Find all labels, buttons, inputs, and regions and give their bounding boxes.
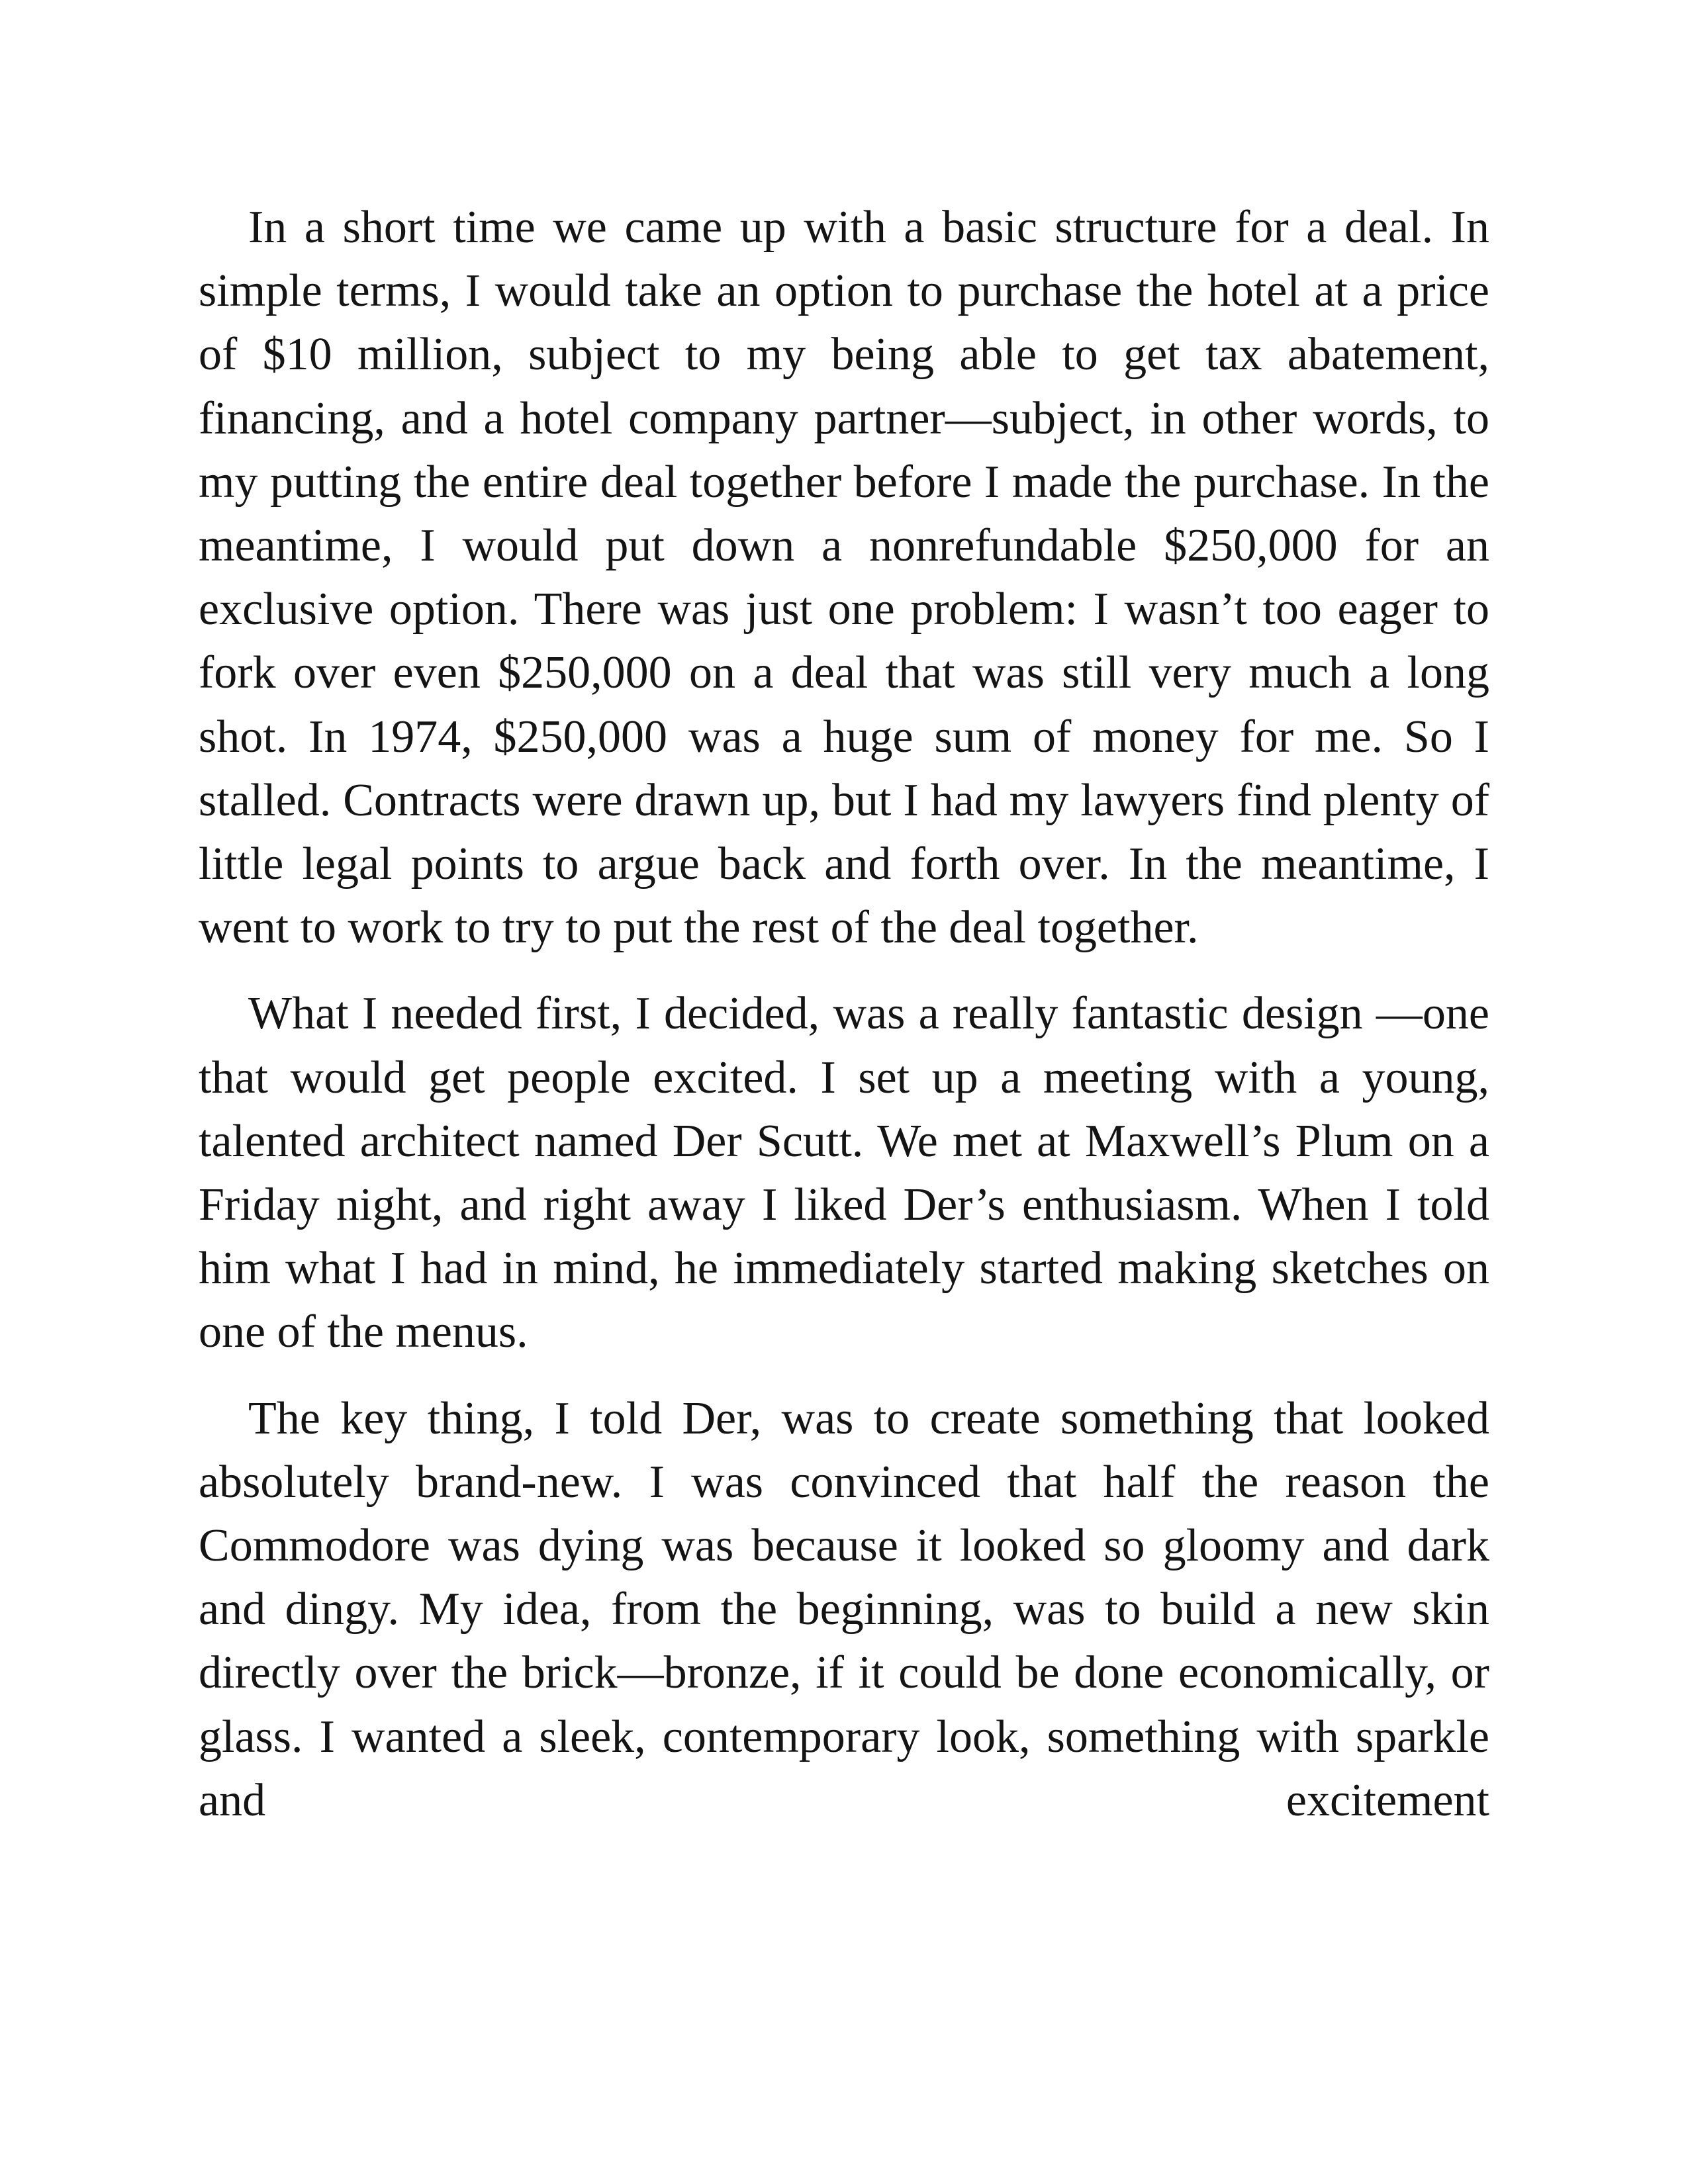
paragraph-1: In a short time we came up with a basic structure for a deal. In simple terms, I would take an option to purchase the hotel at a price of $10 million, subject to my being able to get tax abatement, financing, and a hotel company partner—subject, in other words, to my putting the entire deal together before I made the purchase. In the meantime, I would put down a nonrefundable $250,000 for an exclusive option. There was just one problem: I wasn’t too eager to fork over even $250,000 on a deal that was still very much a long shot. In 1974, $250,000 was a huge sum of money for me. So I stalled. Contracts were drawn up, but I had my lawyers find plenty of little legal points to argue back and forth over. In the meantime, I went to work to try to put the rest of the deal together.	[199, 202, 1489, 954]
paragraph-2: What I needed first, I decided, was a really fantastic design —one that would get people excited. I set up a meeting with a young, talented architect named Der Scutt. We met at Maxwell’s Plum on a Friday night, and right away I liked Der’s enthusiasm. When I told him what I had in mind, he immediately started making sketches on one of the menus.	[199, 988, 1489, 1358]
body-text	[199, 196, 1489, 1833]
paragraph-3: The key thing, I told Der, was to create something that looked absolutely brand-new. I was convinced that half the reason the Commodore was dying was because it looked so gloomy and dark and dingy. My idea, from the beginning, was to build a new skin directly over the brick—bronze, if it could be done economically, or glass. I wanted a sleek, contemporary look, something with sparkle and excitement	[199, 1392, 1489, 1826]
